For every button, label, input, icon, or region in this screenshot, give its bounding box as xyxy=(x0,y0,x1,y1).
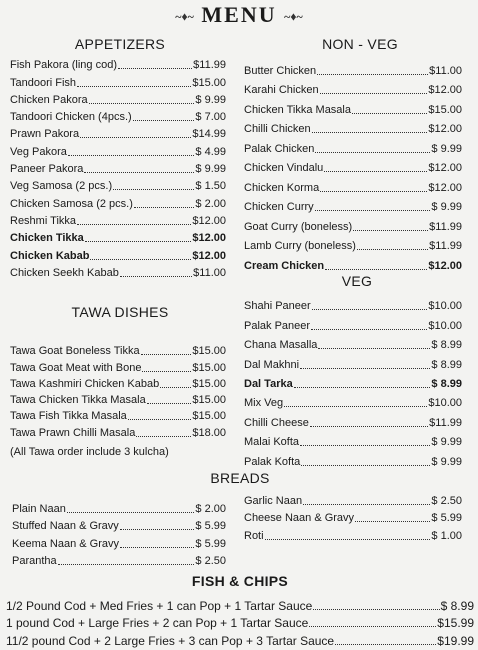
menu-item-name: Dal Makhni xyxy=(244,358,300,371)
menu-item-name: Chicken Tikka xyxy=(10,232,84,245)
menu-item-price: $ 1.00 xyxy=(431,529,462,542)
menu-item-name: Mix Veg xyxy=(244,397,284,410)
menu-item-price: $15.00 xyxy=(192,345,226,358)
dot-leader xyxy=(335,644,436,645)
menu-item xyxy=(6,613,474,631)
menu-item-name: Butter Chicken xyxy=(244,64,317,77)
menu-item xyxy=(244,391,462,410)
menu-item xyxy=(244,294,462,313)
dot-leader xyxy=(77,86,191,87)
menu-item-name: Chana Masalla xyxy=(244,339,318,352)
menu-item-name: Cheese Naan & Gravy xyxy=(244,512,355,524)
menu-item-price: $11.99 xyxy=(429,416,462,429)
dot-leader xyxy=(294,387,431,388)
dot-leader xyxy=(357,249,428,250)
menu-item-name: Cream Chicken xyxy=(244,259,325,272)
dot-leader xyxy=(58,564,195,565)
menu-item-price: $ 9.99 xyxy=(431,436,462,449)
menu-item xyxy=(10,423,226,439)
dot-leader xyxy=(312,309,428,310)
menu-item xyxy=(244,449,462,468)
dot-leader xyxy=(147,403,192,404)
menu-item xyxy=(244,58,462,78)
menu-item xyxy=(10,211,226,228)
dot-leader xyxy=(325,269,427,270)
menu-item xyxy=(6,595,474,613)
menu-item-name: 1/2 Pound Cod + Med Fries + 1 can Pop + 1 Tartar Sauce xyxy=(6,598,313,613)
dot-leader xyxy=(353,230,428,231)
menu-item-price: $18.00 xyxy=(192,426,226,439)
dot-leader xyxy=(136,436,191,437)
dot-leader xyxy=(141,354,192,355)
menu-item-name: Tawa Goat Boneless Tikka xyxy=(10,345,140,358)
dot-leader xyxy=(89,103,195,104)
menu-item-price: $ 2.00 xyxy=(195,502,226,515)
menu-item xyxy=(244,508,462,526)
menu-item-price: $ 2.50 xyxy=(431,494,462,507)
menu-item-price: $12.00 xyxy=(192,232,226,245)
menu-item xyxy=(244,136,462,156)
menu-item xyxy=(10,245,226,262)
menu-item xyxy=(10,72,226,89)
veg-heading: VEG xyxy=(341,273,373,289)
menu-item-name: Veg Pakora xyxy=(10,145,67,158)
menu-item xyxy=(10,159,226,176)
menu-item-price: $ 8.99 xyxy=(431,358,462,371)
dot-leader xyxy=(90,259,191,260)
dot-leader xyxy=(315,210,431,211)
menu-item-price: $ 8.99 xyxy=(440,598,474,613)
menu-item-price: $ 9.99 xyxy=(195,93,226,106)
menu-item-price: $12.00 xyxy=(428,162,462,174)
menu-item xyxy=(244,117,462,137)
dot-leader xyxy=(300,445,430,446)
menu-item xyxy=(10,342,226,358)
menu-item xyxy=(10,193,226,210)
menu-item-name: Fish Pakora (ling cod) xyxy=(10,59,117,72)
menu-item-price: $10.00 xyxy=(428,319,462,332)
dot-leader xyxy=(355,521,430,522)
dot-leader xyxy=(311,329,427,330)
dot-leader xyxy=(84,172,194,173)
menu-item-price: $ 7.00 xyxy=(195,111,226,124)
menu-item-price: $11.00 xyxy=(193,266,226,279)
menu-item-price: $12.00 xyxy=(428,123,462,135)
menu-item-name: Karahi Chicken xyxy=(244,84,319,96)
menu-item-name: Tawa Prawn Chilli Masala xyxy=(10,426,136,439)
dot-leader xyxy=(318,348,430,349)
menu-item-price: $10.00 xyxy=(428,300,462,313)
dot-leader xyxy=(160,387,191,388)
menu-item xyxy=(244,430,462,449)
menu-item-name: Garlic Naan xyxy=(244,494,303,507)
menu-item-name: 1 pound Cod + Large Fries + 2 can Pop + 1 Tartar Sauce xyxy=(6,616,309,630)
menu-item-name: Chicken Samosa (2 pcs.) xyxy=(10,197,133,210)
veg-list xyxy=(244,294,462,469)
menu-item xyxy=(244,352,462,371)
menu-item-price: $ 5.99 xyxy=(195,520,226,532)
menu-item-name: Tawa Kashmiri Chicken Kabab xyxy=(10,377,160,390)
menu-item xyxy=(244,214,462,234)
menu-item-price: $11.00 xyxy=(429,64,462,77)
menu-item-name: Chicken Tikka Masala xyxy=(244,103,351,116)
menu-item xyxy=(244,253,462,273)
dot-leader xyxy=(312,132,428,133)
menu-item-name: Chicken Pakora xyxy=(10,93,88,106)
menu-item xyxy=(6,630,474,648)
menu-item-name: Chilli Chicken xyxy=(244,123,311,135)
left-ornament-icon: ~♦~ xyxy=(175,9,194,24)
menu-item-price: $15.00 xyxy=(192,361,226,374)
dot-leader xyxy=(113,189,194,190)
dot-leader xyxy=(77,224,191,225)
dot-leader xyxy=(352,113,427,114)
menu-item-name: Veg Samosa (2 pcs.) xyxy=(10,180,113,193)
menu-item xyxy=(12,498,226,516)
menu-item-price: $12.00 xyxy=(428,181,462,194)
menu-item xyxy=(12,551,226,569)
menu-item-name: Chicken Kabab xyxy=(10,249,90,262)
non-veg-heading: NON - VEG xyxy=(322,36,398,52)
menu-item-price: $12.00 xyxy=(192,249,226,262)
menu-item-name: Tawa Fish Tikka Masala xyxy=(10,410,127,423)
menu-item-name: Tandoori Chicken (4pcs.) xyxy=(10,111,132,124)
menu-item-name: Palak Chicken xyxy=(244,142,315,155)
menu-item xyxy=(10,391,226,407)
menu-item-name: Stuffed Naan & Gravy xyxy=(12,520,119,532)
dot-leader xyxy=(313,609,439,610)
menu-item-price: $ 2.00 xyxy=(195,197,226,210)
tawa-heading: TAWA DISHES xyxy=(71,304,169,320)
dot-leader xyxy=(301,465,430,466)
menu-item xyxy=(244,372,462,391)
menu-item-price: $ 4.99 xyxy=(195,145,226,158)
tawa-note: (All Tawa order include 3 kulcha) xyxy=(10,446,169,458)
dot-leader xyxy=(120,276,192,277)
menu-item-price: $11.99 xyxy=(429,240,462,252)
menu-item xyxy=(244,234,462,254)
menu-item-name: Chicken Curry xyxy=(244,201,314,213)
menu-item-name: Lamb Curry (boneless) xyxy=(244,240,356,252)
menu-item-name: Chicken Vindalu xyxy=(244,162,324,174)
menu-item-price: $15.99 xyxy=(437,616,474,630)
menu-item-name: Tawa Chicken Tikka Masala xyxy=(10,394,146,407)
dot-leader xyxy=(303,504,430,505)
menu-title-text: MENU xyxy=(201,2,277,27)
menu-item-price: $ 9.99 xyxy=(431,201,462,213)
menu-item-price: $ 9.99 xyxy=(431,455,462,468)
menu-item-price: $12.00 xyxy=(192,214,226,227)
menu-item-price: $19.99 xyxy=(437,633,474,648)
menu-item-name: Palak Paneer xyxy=(244,319,311,332)
menu-item-name: Palak Kofta xyxy=(244,455,301,468)
menu-item-name: Tandoori Fish xyxy=(10,76,77,89)
dot-leader xyxy=(265,539,431,540)
menu-item-price: $11.99 xyxy=(193,59,226,72)
dot-leader xyxy=(80,137,191,138)
dot-leader xyxy=(120,529,195,530)
menu-item xyxy=(244,78,462,98)
menu-item-name: Chicken Korma xyxy=(244,181,320,194)
dot-leader xyxy=(300,368,430,369)
dot-leader xyxy=(85,241,192,242)
menu-item-name: Roti xyxy=(244,529,264,542)
menu-item xyxy=(10,141,226,158)
menu-item-price: $12.00 xyxy=(428,84,462,96)
menu-item xyxy=(10,124,226,141)
menu-item-price: $15.00 xyxy=(192,76,226,89)
menu-item-name: Chilli Cheese xyxy=(244,416,309,429)
menu-item-price: $ 5.99 xyxy=(431,512,462,524)
fish-chips-heading: FISH & CHIPS xyxy=(191,573,289,589)
fish-chips-list xyxy=(6,595,474,648)
menu-item xyxy=(244,333,462,352)
right-ornament-icon: ~♦~ xyxy=(284,9,303,24)
menu-item xyxy=(10,228,226,245)
menu-item xyxy=(10,107,226,124)
dot-leader xyxy=(324,171,427,172)
dot-leader xyxy=(315,152,430,153)
menu-item xyxy=(244,313,462,332)
menu-item-price: $15.00 xyxy=(192,394,226,407)
menu-item-name: Parantha xyxy=(12,555,57,567)
appetizers-list xyxy=(10,55,226,280)
dot-leader xyxy=(134,207,195,208)
menu-item xyxy=(10,55,226,72)
menu-title xyxy=(0,2,478,28)
menu-item xyxy=(244,490,462,508)
menu-item xyxy=(244,410,462,429)
menu-item xyxy=(12,533,226,551)
menu-item-price: $ 8.99 xyxy=(431,377,462,390)
menu-item-name: Tawa Goat Meat with Bone xyxy=(10,361,142,374)
menu-item-price: $15.00 xyxy=(428,103,462,116)
menu-item-price: $ 9.99 xyxy=(195,163,226,176)
non-veg-list xyxy=(244,58,462,273)
menu-item-price: $14.99 xyxy=(192,128,226,141)
menu-item-name: Dal Tarka xyxy=(244,377,293,390)
dot-leader xyxy=(317,74,428,75)
menu-item xyxy=(244,97,462,117)
menu-item-price: $ 8.99 xyxy=(431,339,462,352)
breads-heading: BREADS xyxy=(210,470,270,486)
dot-leader xyxy=(120,547,194,548)
menu-item-name: Plain Naan xyxy=(12,502,66,515)
menu-item-price: $11.99 xyxy=(429,220,462,233)
tawa-list xyxy=(10,342,226,440)
dot-leader xyxy=(310,426,428,427)
menu-item xyxy=(244,525,462,543)
dot-leader xyxy=(320,191,427,192)
appetizers-heading: APPETIZERS xyxy=(74,36,166,52)
menu-item-name: Keema Naan & Gravy xyxy=(12,537,119,550)
dot-leader xyxy=(284,406,427,407)
menu-item-name: 11/2 pound Cod + 2 Large Fries + 3 can Pop + 3 Tartar Sauce xyxy=(6,633,335,648)
dot-leader xyxy=(67,512,195,513)
dot-leader xyxy=(320,93,428,94)
menu-item-price: $ 9.99 xyxy=(431,142,462,155)
menu-item xyxy=(10,176,226,193)
menu-item-name: Shahi Paneer xyxy=(244,300,311,313)
menu-item-price: $12.00 xyxy=(428,259,462,272)
menu-item-name: Goat Curry (boneless) xyxy=(244,220,353,233)
menu-item-name: Prawn Pakora xyxy=(10,128,80,141)
menu-item xyxy=(10,90,226,107)
breads-right-list xyxy=(244,490,462,543)
menu-item-price: $ 1.50 xyxy=(195,180,226,193)
menu-item xyxy=(10,407,226,423)
menu-item-price: $ 5.99 xyxy=(195,537,226,550)
breads-left-list xyxy=(12,498,226,568)
menu-item xyxy=(10,358,226,374)
menu-item xyxy=(244,195,462,215)
menu-item xyxy=(12,516,226,534)
dot-leader xyxy=(133,120,195,121)
menu-item-name: Paneer Pakora xyxy=(10,163,84,176)
menu-item-price: $10.00 xyxy=(428,397,462,410)
menu-item-price: $15.00 xyxy=(192,377,226,390)
menu-item-price: $15.00 xyxy=(192,410,226,423)
dot-leader xyxy=(142,371,191,372)
menu-item xyxy=(10,263,226,280)
menu-item-name: Chicken Seekh Kabab xyxy=(10,266,119,279)
dot-leader xyxy=(128,419,192,420)
menu-item-price: $ 2.50 xyxy=(195,555,226,567)
menu-item-name: Malai Kofta xyxy=(244,436,300,449)
dot-leader xyxy=(68,155,195,156)
dot-leader xyxy=(118,68,192,69)
menu-item-name: Reshmi Tikka xyxy=(10,214,77,227)
menu-item xyxy=(10,375,226,391)
menu-item xyxy=(244,175,462,195)
menu-item xyxy=(244,156,462,176)
dot-leader xyxy=(309,626,436,627)
